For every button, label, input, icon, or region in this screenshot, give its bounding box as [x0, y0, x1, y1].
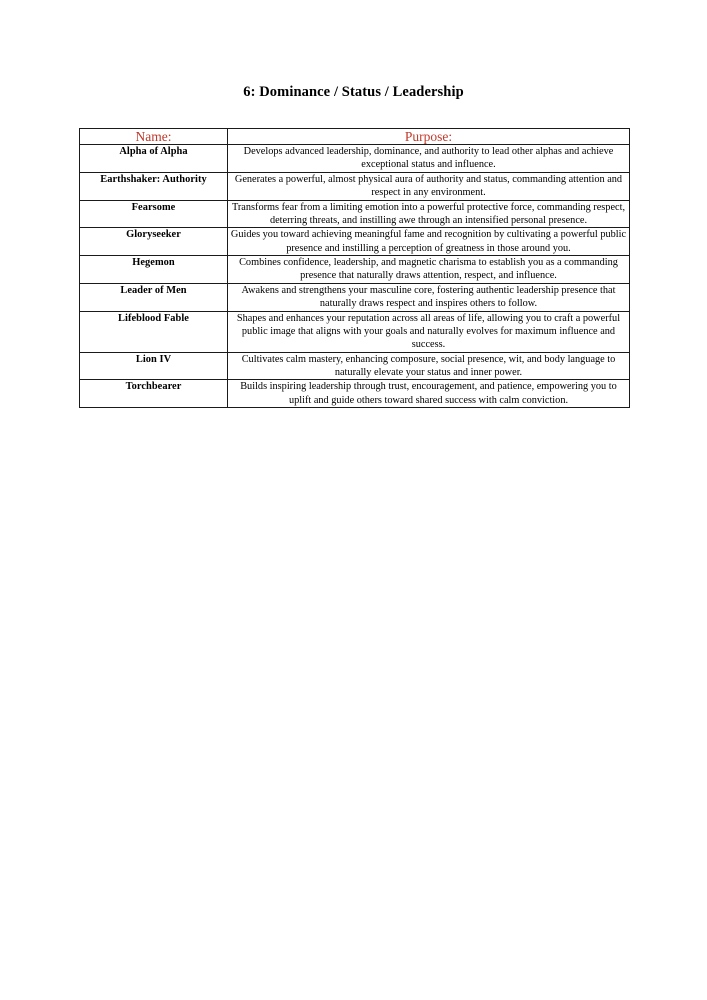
column-header-name-label: Name: — [135, 129, 172, 144]
ability-purpose — [228, 352, 630, 380]
ability-purpose-text: Combines confidence, leadership, and magnetic charisma to establish you as a commanding presence that naturally draws attention, respect, and influence. — [239, 257, 618, 282]
ability-purpose-text: Transforms fear from a limiting emotion into a powerful protective force, commanding respect, deterring threats, and instilling awe through an intensified personal presence. — [231, 201, 626, 226]
column-header-name — [80, 129, 228, 145]
page-title: 6: Dominance / Status / Leadership — [243, 84, 464, 100]
table-row — [80, 200, 630, 228]
ability-purpose-text: Generates a powerful, almost physical aura of authority and status, commanding attention and respect in any environment. — [234, 173, 623, 199]
ability-purpose — [228, 380, 630, 408]
ability-name: Lifeblood Fable — [80, 311, 228, 352]
ability-purpose — [228, 256, 630, 284]
ability-name: Torchbearer — [80, 380, 228, 408]
ability-purpose-text: Awakens and strengthens your masculine core, fostering authentic leadership presence that naturally draws respect and inspires others to follow. — [241, 284, 616, 310]
table-row — [80, 172, 630, 200]
table-header-row — [80, 129, 630, 145]
ability-purpose — [228, 311, 630, 352]
ability-name: Leader of Men — [80, 283, 228, 311]
table-row — [80, 145, 630, 173]
ability-purpose-text: Shapes and enhances your reputation across all areas of life, allowing you to craft a powerful public image that aligns with your goals and naturally evolves for maximum influence and success. — [236, 312, 621, 351]
ability-purpose-text: Cultivates calm mastery, enhancing composure, social presence, wit, and body language to naturally elevate your status and inner power. — [241, 353, 616, 379]
ability-purpose — [228, 228, 630, 256]
table-row — [80, 311, 630, 352]
ability-purpose-text: Develops advanced leadership, dominance, and authority to lead other alphas and achieve exceptional status and influence. — [243, 146, 614, 171]
ability-purpose — [228, 200, 630, 228]
table-row — [80, 228, 630, 256]
ability-purpose — [228, 145, 630, 173]
table-row — [80, 256, 630, 284]
ability-name: Gloryseeker — [80, 228, 228, 256]
column-header-purpose — [228, 129, 630, 145]
table-row — [80, 283, 630, 311]
column-header-purpose-label: Purpose: — [404, 129, 453, 144]
ability-name: Fearsome — [80, 200, 228, 228]
ability-name: Alpha of Alpha — [80, 145, 228, 173]
ability-purpose-text: Builds inspiring leadership through trust, encouragement, and patience, empowering you to uplift and guide others toward shared success with calm conviction. — [240, 381, 617, 406]
ability-table — [79, 128, 630, 408]
ability-name: Earthshaker: Authority — [80, 172, 228, 200]
ability-name: Hegemon — [80, 256, 228, 284]
ability-name: Lion IV — [80, 352, 228, 380]
table-row — [80, 352, 630, 380]
ability-purpose-text: Guides you toward achieving meaningful fame and recognition by cultivating a powerful public presence and instilling a perception of greatness in those around you. — [230, 229, 627, 254]
ability-purpose — [228, 172, 630, 200]
ability-purpose — [228, 283, 630, 311]
table-body — [80, 145, 630, 408]
table-header — [80, 129, 630, 145]
ability-table-container — [79, 128, 629, 408]
table-row — [80, 380, 630, 408]
